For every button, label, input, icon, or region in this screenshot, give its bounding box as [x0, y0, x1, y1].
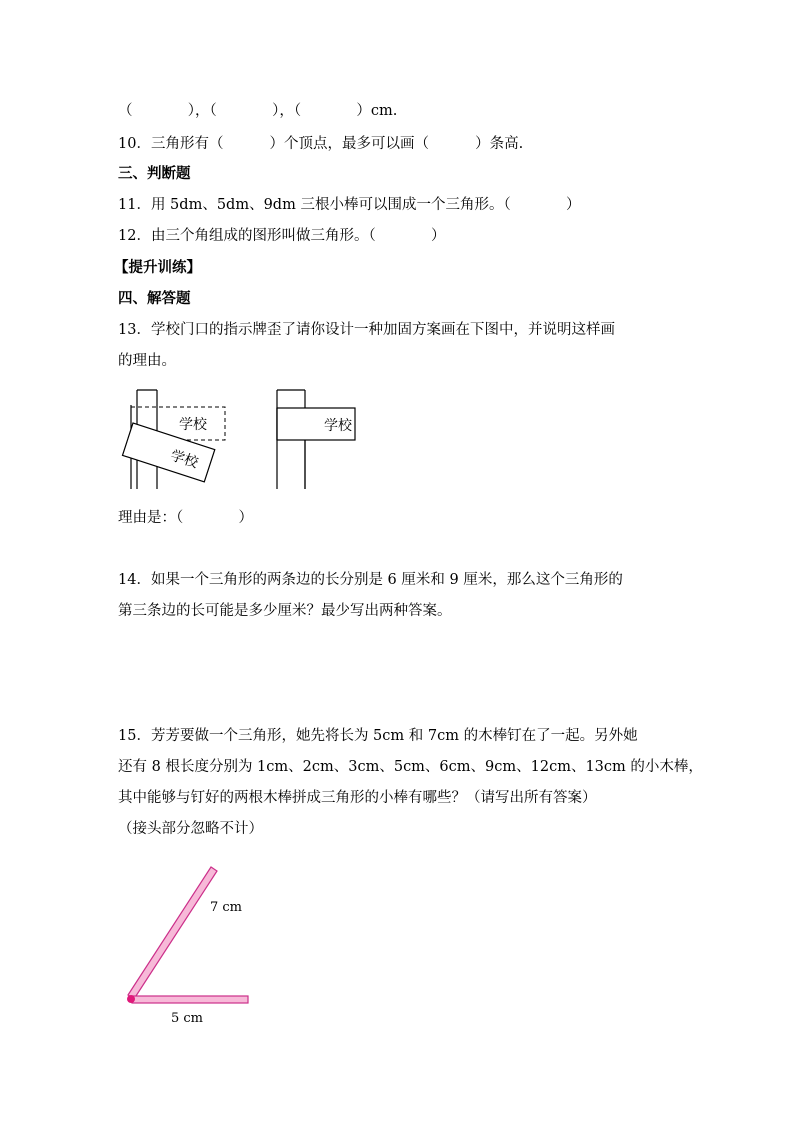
question-13-line2: 的理由。 [118, 353, 176, 369]
question-15-line4: （接头部分忽略不计） [118, 821, 263, 837]
stick-7cm [128, 867, 217, 999]
question-15-line3: 其中能够与钉好的两根木棒拼成三角形的小棒有哪些？（请写出所有答案） [118, 790, 597, 806]
answer-blanks-line: （ ），（ ），（ ）cm. [118, 103, 398, 119]
label-7cm: 7 cm [210, 900, 243, 915]
right-sign [277, 390, 355, 489]
left-sign-tilted-label: 学校 [168, 447, 200, 472]
question-12: 12．由三个角组成的图形叫做三角形。（ ） [118, 228, 446, 244]
sign-figure [120, 385, 380, 495]
joint-dot [127, 995, 135, 1003]
question-14-line2: 第三条边的长可能是多少厘米？最少写出两种答案。 [118, 603, 452, 619]
question-11: 11．用 5dm、5dm、9dm 三根小棒可以围成一个三角形。（ ） [118, 197, 581, 213]
label-5cm: 5 cm [171, 1011, 204, 1026]
sticks-figure [120, 858, 290, 1033]
section-4-heading: 四、解答题 [118, 291, 191, 307]
question-10: 10．三角形有（ ）个顶点，最多可以画（ ）条高. [118, 136, 524, 152]
question-13-line1: 13．学校门口的指示牌歪了请你设计一种加固方案画在下图中，并说明这样画 [118, 322, 615, 338]
stick-5cm [132, 996, 248, 1003]
reason-line: 理由是：（ ） [118, 510, 254, 526]
question-15-line2: 还有 8 根长度分别为 1cm、2cm、3cm、5cm、6cm、9cm、12cm、13cm 的小木棒， [118, 759, 703, 775]
left-sign [122, 390, 225, 489]
section-3-heading: 三、判断题 [118, 166, 191, 182]
right-sign-label: 学校 [324, 418, 352, 434]
question-15-line1: 15．芳芳要做一个三角形，她先将长为 5cm 和 7cm 的木棒钉在了一起。另外她 [118, 728, 638, 744]
improvement-heading: 【提升训练】 [114, 260, 201, 276]
question-14-line1: 14．如果一个三角形的两条边的长分别是 6 厘米和 9 厘米，那么这个三角形的 [118, 572, 623, 588]
left-sign-dashed-label: 学校 [179, 417, 207, 433]
